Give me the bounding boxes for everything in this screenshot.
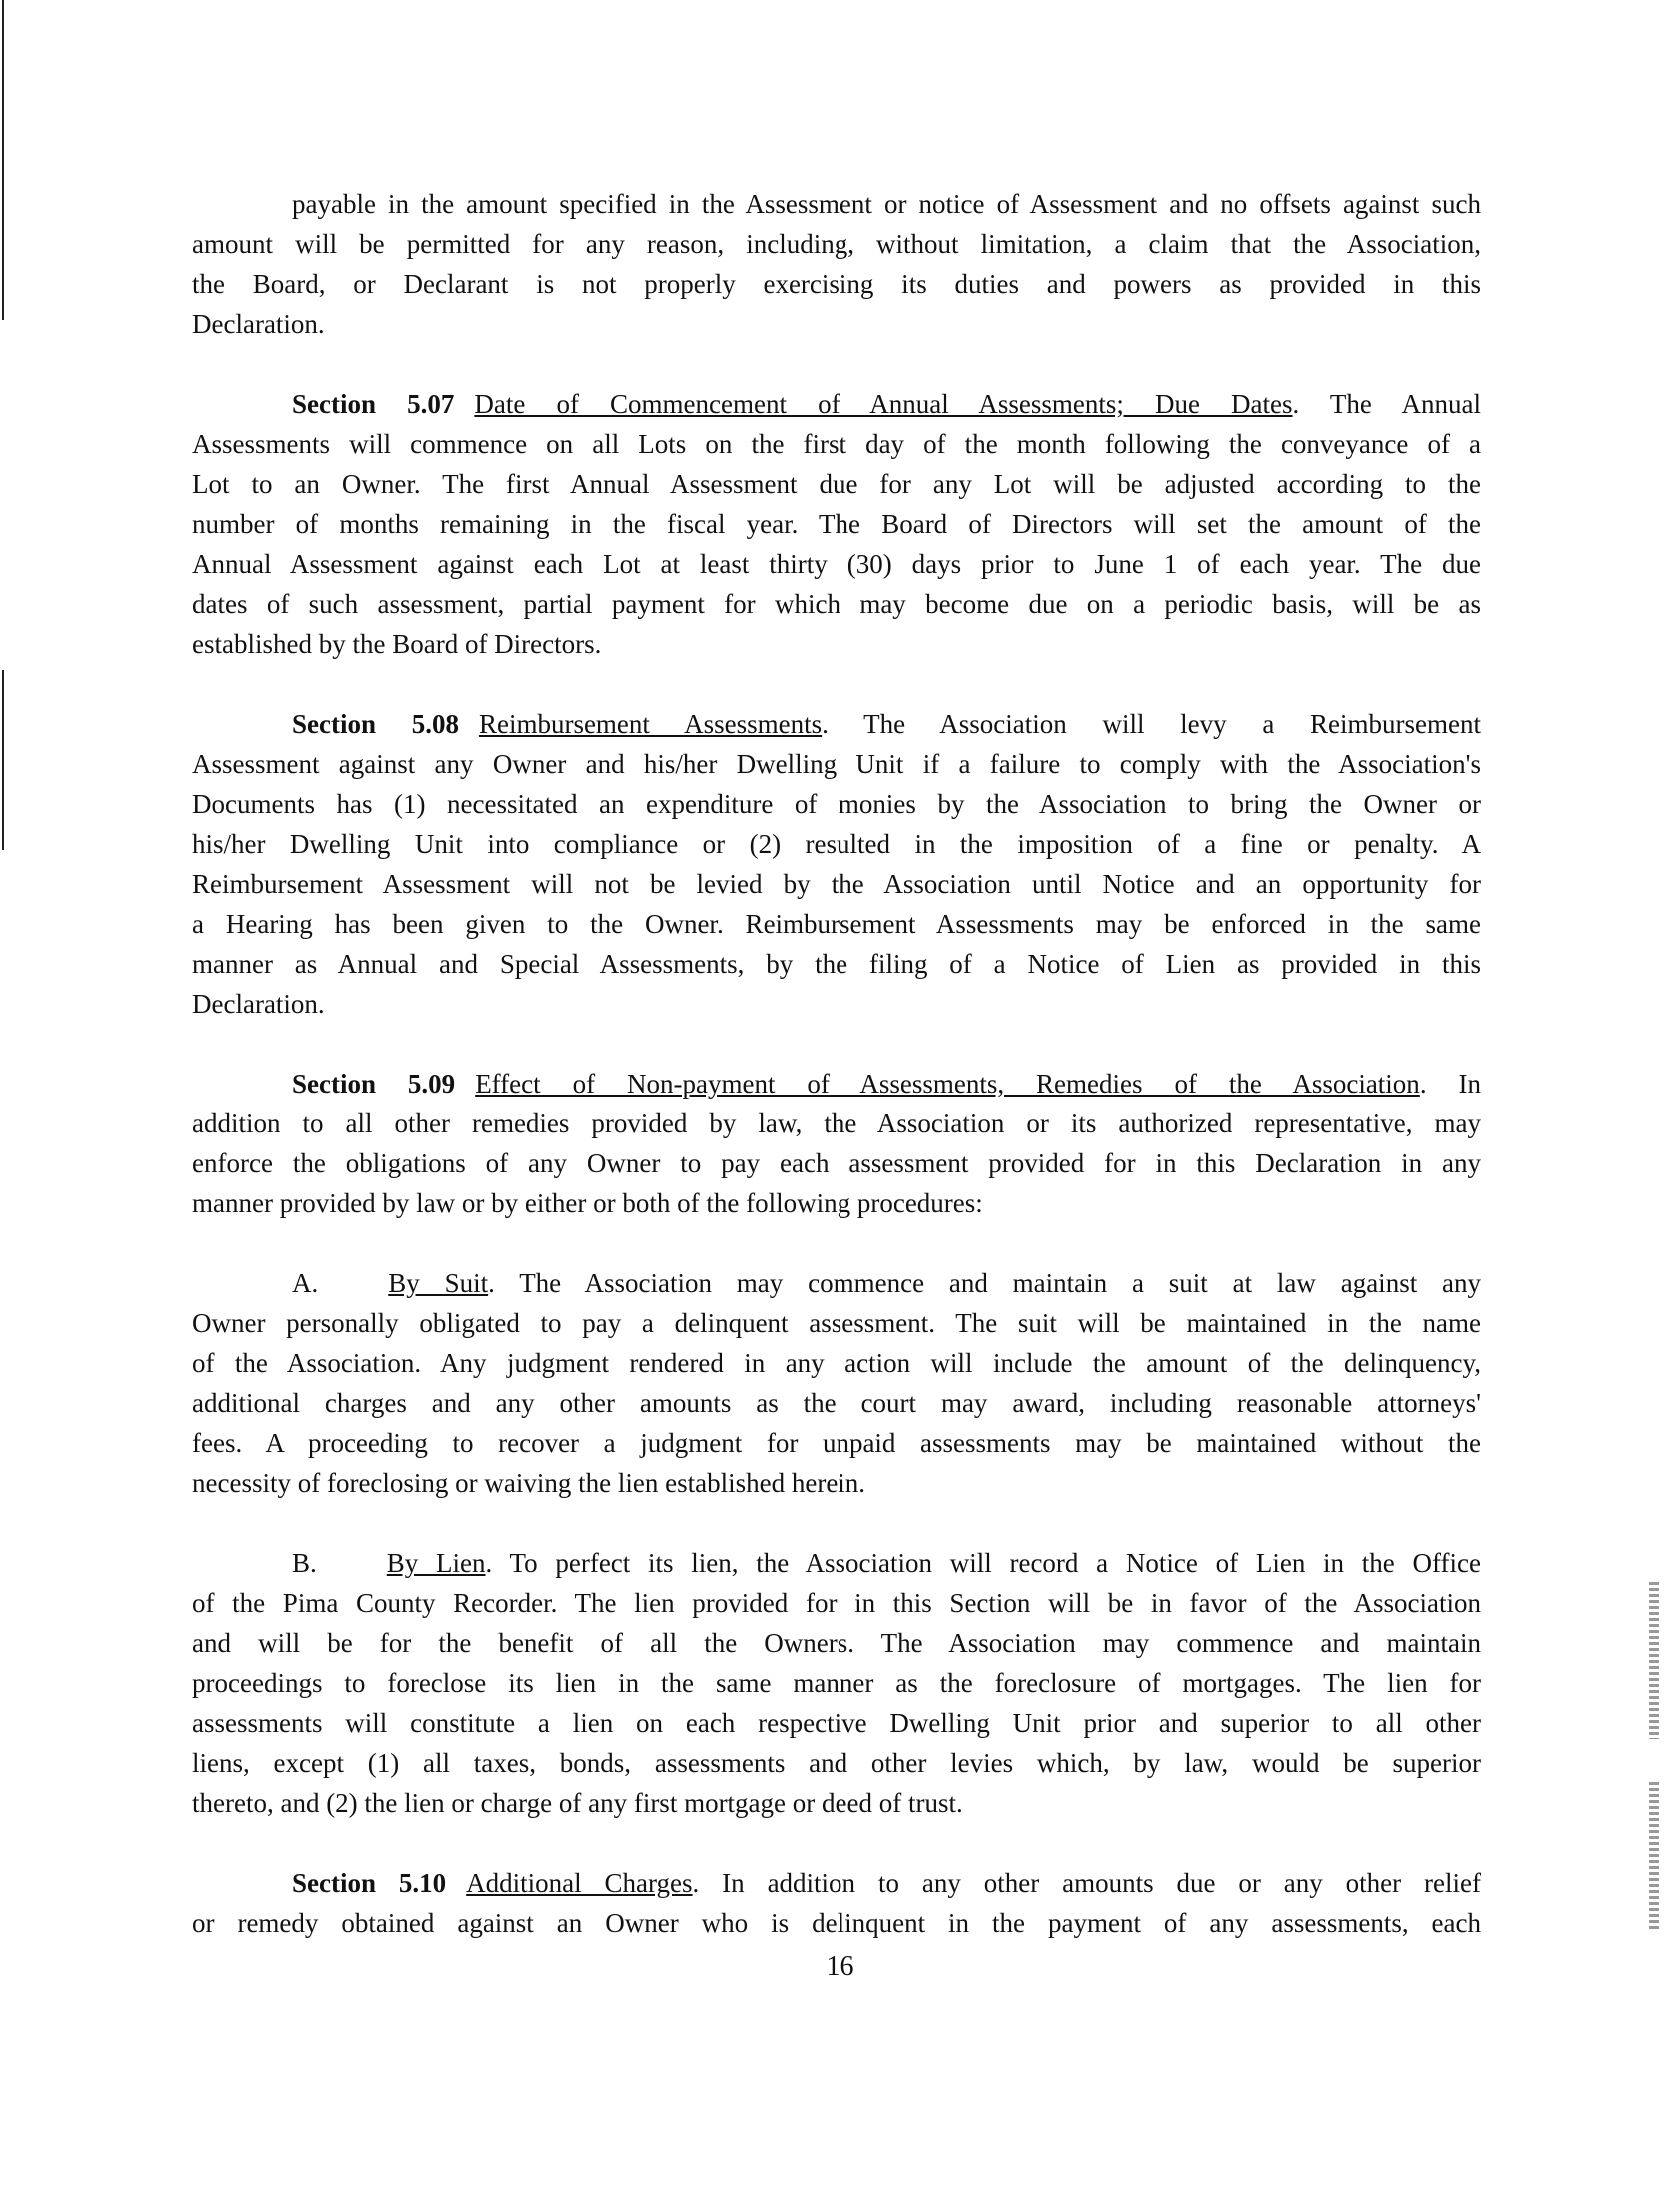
text-line: Owner personally obligated to pay a delinquent assessment. The suit will be maintained in the name <box>192 1308 1481 1338</box>
section-heading-line <box>192 1543 1481 1583</box>
section-heading-line <box>192 384 1481 424</box>
text-line: payable in the amount specified in the Assessment or notice of Assessment and no offsets against such <box>292 189 1481 219</box>
text-line: dates of such assessment, partial payment for which may become due on a periodic basis, will be as <box>192 589 1481 619</box>
section-heading-line <box>192 1064 1481 1103</box>
text-line: number of months remaining in the fiscal year. The Board of Directors will set the amount of the <box>192 509 1481 539</box>
text-line: and will be for the benefit of all the Owners. The Association may commence and maintain <box>192 1628 1481 1658</box>
section-a- <box>192 1263 1481 1503</box>
section-b- <box>192 1543 1481 1823</box>
text-line: Assessment against any Owner and his/her Dwelling Unit if a failure to comply with the Association's <box>192 749 1481 779</box>
text-line: manner provided by law or by either or both of the following procedures: <box>192 1188 983 1218</box>
section-label: Section 5.08 <box>292 709 459 739</box>
text-line: manner as Annual and Special Assessments, by the filing of a Notice of Lien as provided in this <box>192 949 1481 979</box>
section-text: . To perfect its lien, the Association will record a Notice of Lien in the Office <box>485 1548 1481 1578</box>
section-text: . In addition to any other amounts due or any other relief <box>692 1868 1481 1898</box>
text-line: enforce the obligations of any Owner to pay each assessment provided for in this Declaration in any <box>192 1148 1481 1178</box>
margin-mark <box>2 670 4 850</box>
text-line: of the Pima County Recorder. The lien provided for in this Section will be in favor of the Association <box>192 1588 1481 1618</box>
text-line: a Hearing has been given to the Owner. Reimbursement Assessments may be enforced in the same <box>192 909 1481 939</box>
section-section-5-09 <box>192 1064 1481 1223</box>
text-line: proceedings to foreclose its lien in the same manner as the foreclosure of mortgages. The lien for <box>192 1668 1481 1698</box>
recording-stamp <box>1649 1779 1659 1929</box>
text-line: or remedy obtained against an Owner who is delinquent in the payment of any assessments, each <box>192 1908 1481 1938</box>
section-section-5-07 <box>192 384 1481 664</box>
section-text: . In <box>1419 1069 1481 1099</box>
text-line: Lot to an Owner. The first Annual Assessment due for any Lot will be adjusted according to the <box>192 469 1481 499</box>
text-line: Assessments will commence on all Lots on the first day of the month following the conveyance of a <box>192 429 1481 459</box>
text-line: Declaration. <box>192 989 325 1019</box>
page-number: 16 <box>826 1951 854 1982</box>
text-line: amount will be permitted for any reason, including, without limitation, a claim that the Association, <box>192 229 1481 259</box>
text-line: Reimbursement Assessment will not be levied by the Association until Notice and an opportunity for <box>192 869 1481 899</box>
text-line: additional charges and any other amounts as the court may award, including reasonable attorneys' <box>192 1388 1481 1418</box>
text-line: Annual Assessment against each Lot at least thirty (30) days prior to June 1 of each year. The due <box>192 549 1481 579</box>
section-section-5-08 <box>192 704 1481 1024</box>
section-section-5-10 <box>192 1863 1481 1943</box>
section-text: . The Association may commence and maintain a suit at law against any <box>488 1268 1482 1298</box>
section-title: Date of Commencement of Annual Assessments; Due Dates <box>474 389 1293 419</box>
section-text: . The Annual <box>1292 389 1481 419</box>
recording-stamp <box>1649 1579 1659 1739</box>
text-line: the Board, or Declarant is not properly exercising its duties and powers as provided in this <box>192 269 1481 299</box>
section-label: Section 5.07 <box>292 389 455 419</box>
section-title: By Lien <box>386 1548 486 1578</box>
section-heading-line <box>192 1863 1481 1903</box>
text-line: fees. A proceeding to recover a judgment for unpaid assessments may be maintained without the <box>192 1428 1481 1458</box>
section-title: By Suit <box>388 1268 489 1298</box>
document-page <box>192 184 1481 1983</box>
text-line: thereto, and (2) the lien or charge of any first mortgage or deed of trust. <box>192 1788 963 1818</box>
text-line: necessity of foreclosing or waiving the lien established herein. <box>192 1468 866 1498</box>
section-heading-line <box>192 704 1481 744</box>
section-heading-line <box>192 1263 1481 1303</box>
text-line: liens, except (1) all taxes, bonds, assessments and other levies which, by law, would be superior <box>192 1748 1481 1778</box>
section-label: B. <box>292 1548 317 1578</box>
paragraph <box>192 184 1481 344</box>
section-text: . The Association will levy a Reimbursement <box>822 709 1482 739</box>
section-label: Section 5.09 <box>292 1069 456 1099</box>
text-line: addition to all other remedies provided by law, the Association or its authorized representative, may <box>192 1108 1481 1138</box>
text-line: established by the Board of Directors. <box>192 629 602 659</box>
text-line: Declaration. <box>192 309 325 339</box>
section-title: Effect of Non-payment of Assessments, Remedies of the Association <box>475 1069 1420 1099</box>
margin-mark <box>2 0 4 320</box>
section-label: A. <box>292 1268 319 1298</box>
section-title: Additional Charges <box>466 1868 693 1898</box>
section-title: Reimbursement Assessments <box>478 709 823 739</box>
text-line: his/her Dwelling Unit into compliance or (2) resulted in the imposition of a fine or penalty. A <box>192 829 1481 859</box>
text-line: Documents has (1) necessitated an expenditure of monies by the Association to bring the Owner or <box>192 789 1481 819</box>
section-label: Section 5.10 <box>292 1868 447 1898</box>
text-line: of the Association. Any judgment rendered in any action will include the amount of the delinquency, <box>192 1348 1481 1378</box>
text-line: assessments will constitute a lien on each respective Dwelling Unit prior and superior to all other <box>192 1708 1481 1738</box>
